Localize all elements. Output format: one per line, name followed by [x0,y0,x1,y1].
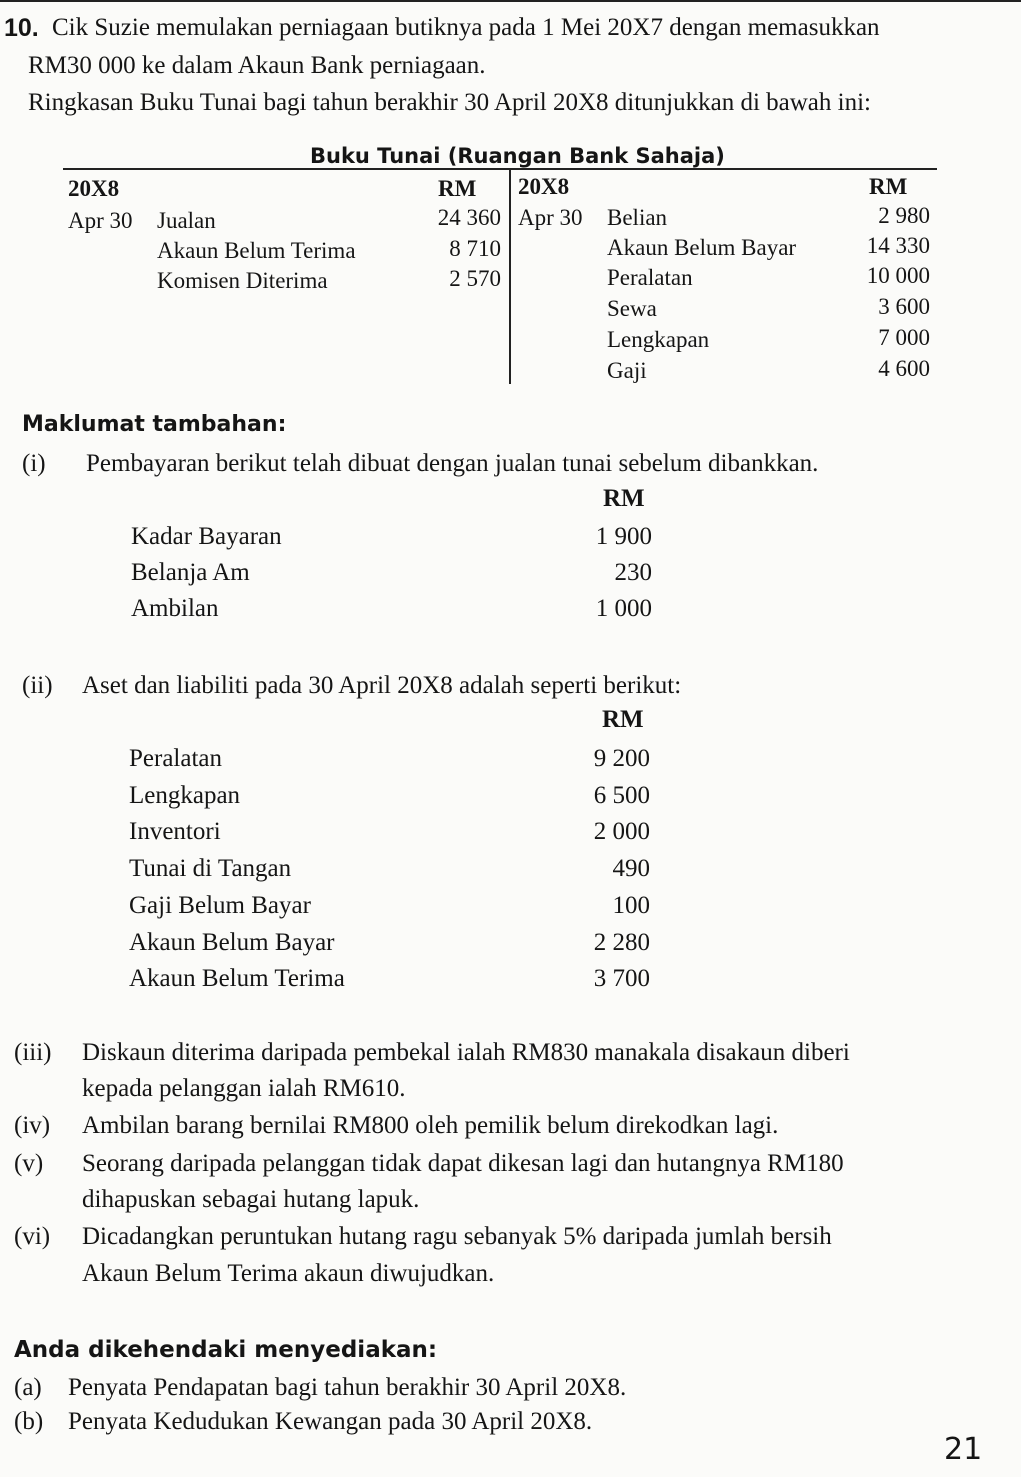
item-ii-text: Aset dan liabiliti pada 30 April 20X8 adalah seperti berikut: [82,672,682,699]
credit-row-amount: 7 000 [878,325,930,350]
required-a-number: (a) [14,1374,42,1401]
credit-row-label: Belian [607,205,668,230]
required-heading: Anda dikehendaki menyediakan: [14,1337,438,1363]
item-iv-line-1: Ambilan barang bernilai RM800 oleh pemilik belum direkodkan lagi. [82,1112,779,1139]
item-v-line-2: dihapuskan sebagai hutang lapuk. [82,1186,420,1213]
list-item-label: Gaji Belum Bayar [129,892,311,919]
list-item-amount: 1 900 [595,523,652,550]
list-item-label: Peralatan [129,745,223,772]
credit-row-amount: 4 600 [878,356,930,381]
list-item-label: Lengkapan [129,782,241,809]
credit-rm-header: RM [869,174,908,199]
item-vi-line-1: Dicadangkan peruntukan hutang ragu sebanyak 5% daripada jumlah bersih [82,1223,832,1250]
item-vi-number: (vi) [14,1223,51,1250]
debit-date: Apr 30 [68,208,133,233]
list-item-amount: 2 000 [593,818,650,845]
item-iii-line-2: kepada pelanggan ialah RM610. [82,1075,406,1102]
cash-book-title: Buku Tunai (Ruangan Bank Sahaja) [310,144,725,168]
debit-year: 20X8 [68,176,120,201]
credit-date: Apr 30 [518,205,583,230]
item-i-number: (i) [22,450,46,477]
additional-heading: Maklumat tambahan: [22,412,287,437]
credit-row-label: Peralatan [607,265,693,290]
list-item-label: Akaun Belum Terima [129,965,345,992]
list-item-amount: 6 500 [593,782,650,809]
list-item-label: Inventori [129,818,221,845]
item-ii-rm-header: RM [602,706,644,733]
required-b-number: (b) [14,1408,44,1435]
credit-row-label: Akaun Belum Bayar [607,235,797,260]
item-i-text: Pembayaran berikut telah dibuat dengan jualan tunai sebelum dibankkan. [86,450,819,477]
credit-row-amount: 10 000 [866,263,930,288]
question-number: 10. [4,14,39,42]
debit-rm-header: RM [438,176,477,201]
credit-row-label: Lengkapan [607,327,710,352]
credit-year: 20X8 [518,174,570,199]
item-v-number: (v) [14,1150,44,1177]
item-v-line-1: Seorang daripada pelanggan tidak dapat dikesan lagi dan hutangnya RM180 [82,1150,844,1177]
debit-row-label: Jualan [157,208,216,233]
list-item-amount: 9 200 [593,745,650,772]
item-iv-number: (iv) [14,1112,51,1139]
list-item-label: Kadar Bayaran [131,523,282,550]
credit-row-label: Gaji [607,358,647,383]
debit-row-label: Komisen Diterima [157,268,328,293]
credit-row-label: Sewa [607,296,657,321]
credit-row-amount: 2 980 [878,203,930,228]
credit-row-amount: 14 330 [866,233,930,258]
list-item-label: Belanja Am [131,559,250,586]
item-iii-line-1: Diskaun diterima daripada pembekal ialah RM830 manakala disakaun diberi [82,1039,850,1066]
cash-book-top-rule [63,168,937,170]
item-iii-number: (iii) [14,1039,52,1066]
list-item-label: Ambilan [131,595,219,622]
debit-row-amount: 24 360 [437,205,501,230]
item-i-rm-header: RM [603,485,645,512]
credit-row-amount: 3 600 [878,294,930,319]
debit-row-label: Akaun Belum Terima [157,238,356,263]
item-vi-line-2: Akaun Belum Terima akaun diwujudkan. [82,1260,495,1287]
page-number: 21 [944,1432,983,1467]
list-item-amount: 3 700 [593,965,650,992]
debit-row-amount: 8 710 [449,236,501,261]
list-item-amount: 2 280 [593,929,650,956]
list-item-amount: 490 [612,855,650,882]
required-b-text: Penyata Kedudukan Kewangan pada 30 April 20X8. [68,1408,593,1435]
intro-line-1: Cik Suzie memulakan perniagaan butiknya pada 1 Mei 20X7 dengan memasukkan [52,14,880,41]
item-ii-number: (ii) [22,672,53,699]
debit-row-amount: 2 570 [449,266,501,291]
list-item-label: Akaun Belum Bayar [129,929,335,956]
intro-line-2: RM30 000 ke dalam Akaun Bank perniagaan. [28,52,486,79]
top-rule [0,0,1021,2]
cash-book-divider [509,168,511,384]
list-item-amount: 1 000 [595,595,652,622]
list-item-label: Tunai di Tangan [129,855,292,882]
list-item-amount: 230 [614,559,652,586]
list-item-amount: 100 [612,892,650,919]
required-a-text: Penyata Pendapatan bagi tahun berakhir 30 April 20X8. [68,1374,627,1401]
intro-line-3: Ringkasan Buku Tunai bagi tahun berakhir 30 April 20X8 ditunjukkan di bawah ini: [28,89,871,116]
